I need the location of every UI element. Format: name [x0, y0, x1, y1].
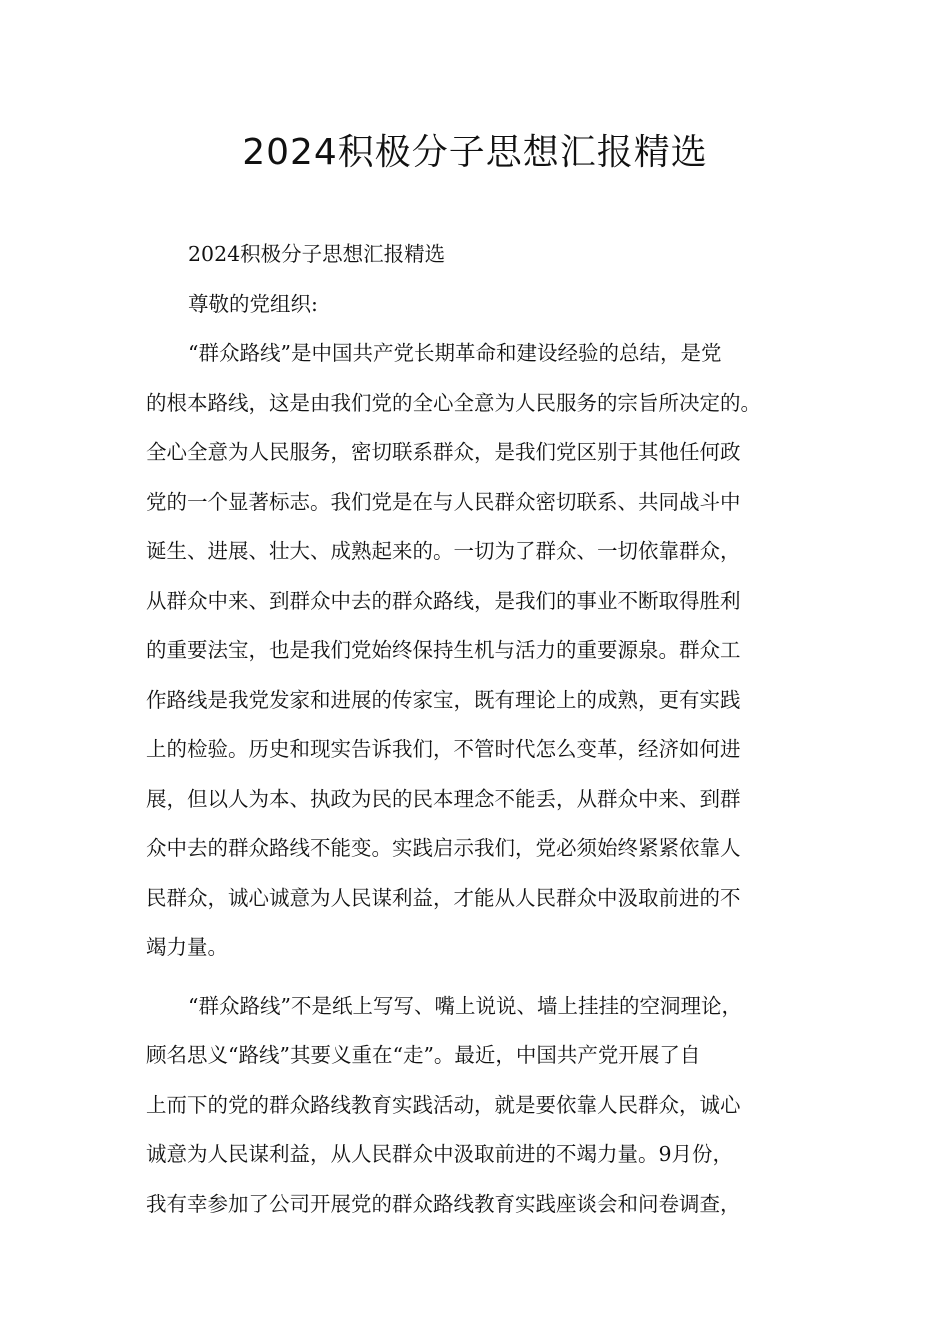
body-line: 众中去的群众路线不能变。实践启示我们，党必须始终紧紧依靠人 — [146, 836, 741, 860]
body-line: 我有幸参加了公司开展党的群众路线教育实践座谈会和问卷调查， — [146, 1191, 741, 1216]
body-line: 竭力量。 — [146, 935, 228, 959]
body-line: “群众路线”不是纸上写写、嘴上说说、墙上挂挂的空洞理论， — [188, 993, 742, 1018]
body-line: 上而下的党的群众路线教育实践活动，就是要依靠人民群众，诚心 — [146, 1092, 741, 1117]
body-line: 的根本路线，这是由我们党的全心全意为人民服务的宗旨所决定的。 — [146, 390, 761, 415]
body-line: 诚意为人民谋利益，从人民群众中汲取前进的不竭力量。9月份， — [146, 1142, 734, 1166]
body-line: 民群众，诚心诚意为人民谋利益，才能从人民群众中汲取前进的不 — [146, 885, 741, 910]
body-line: 上的检验。历史和现实告诉我们，不管时代怎么变革，经济如何进 — [146, 737, 741, 761]
paragraph-gap — [146, 973, 810, 982]
body-line: 诞生、进展、壮大、成熟起来的。一切为了群众、一切依靠群众， — [146, 539, 741, 563]
body-line: 全心全意为人民服务，密切联系群众，是我们党区别于其他任何政 — [146, 440, 741, 464]
salutation: 尊敬的党组织: — [188, 291, 318, 316]
document-title: 2024积极分子思想汇报精选 — [242, 132, 708, 173]
body-line: 党的一个显著标志。我们党是在与人民群众密切联系、共同战斗中 — [146, 489, 741, 514]
body-line: 2024积极分子思想汇报精选 — [188, 242, 446, 266]
document-body — [146, 230, 810, 1229]
body-line: “群众路线”是中国共产党长期革命和建设经验的总结，是党 — [188, 341, 722, 365]
body-line: 顾名思义“路线”其要义重在“走”。最近，中国共产党开展了自 — [146, 1043, 701, 1067]
body-line: 从群众中来、到群众中去的群众路线，是我们的事业不断取得胜利 — [146, 588, 741, 613]
body-line: 展，但以人为本、执政为民的民本理念不能丢，从群众中来、到群 — [146, 786, 741, 811]
body-line: 的重要法宝，也是我们党始终保持生机与活力的重要源泉。群众工 — [146, 638, 741, 662]
body-line: 作路线是我党发家和进展的传家宝，既有理论上的成熟，更有实践 — [146, 687, 741, 712]
